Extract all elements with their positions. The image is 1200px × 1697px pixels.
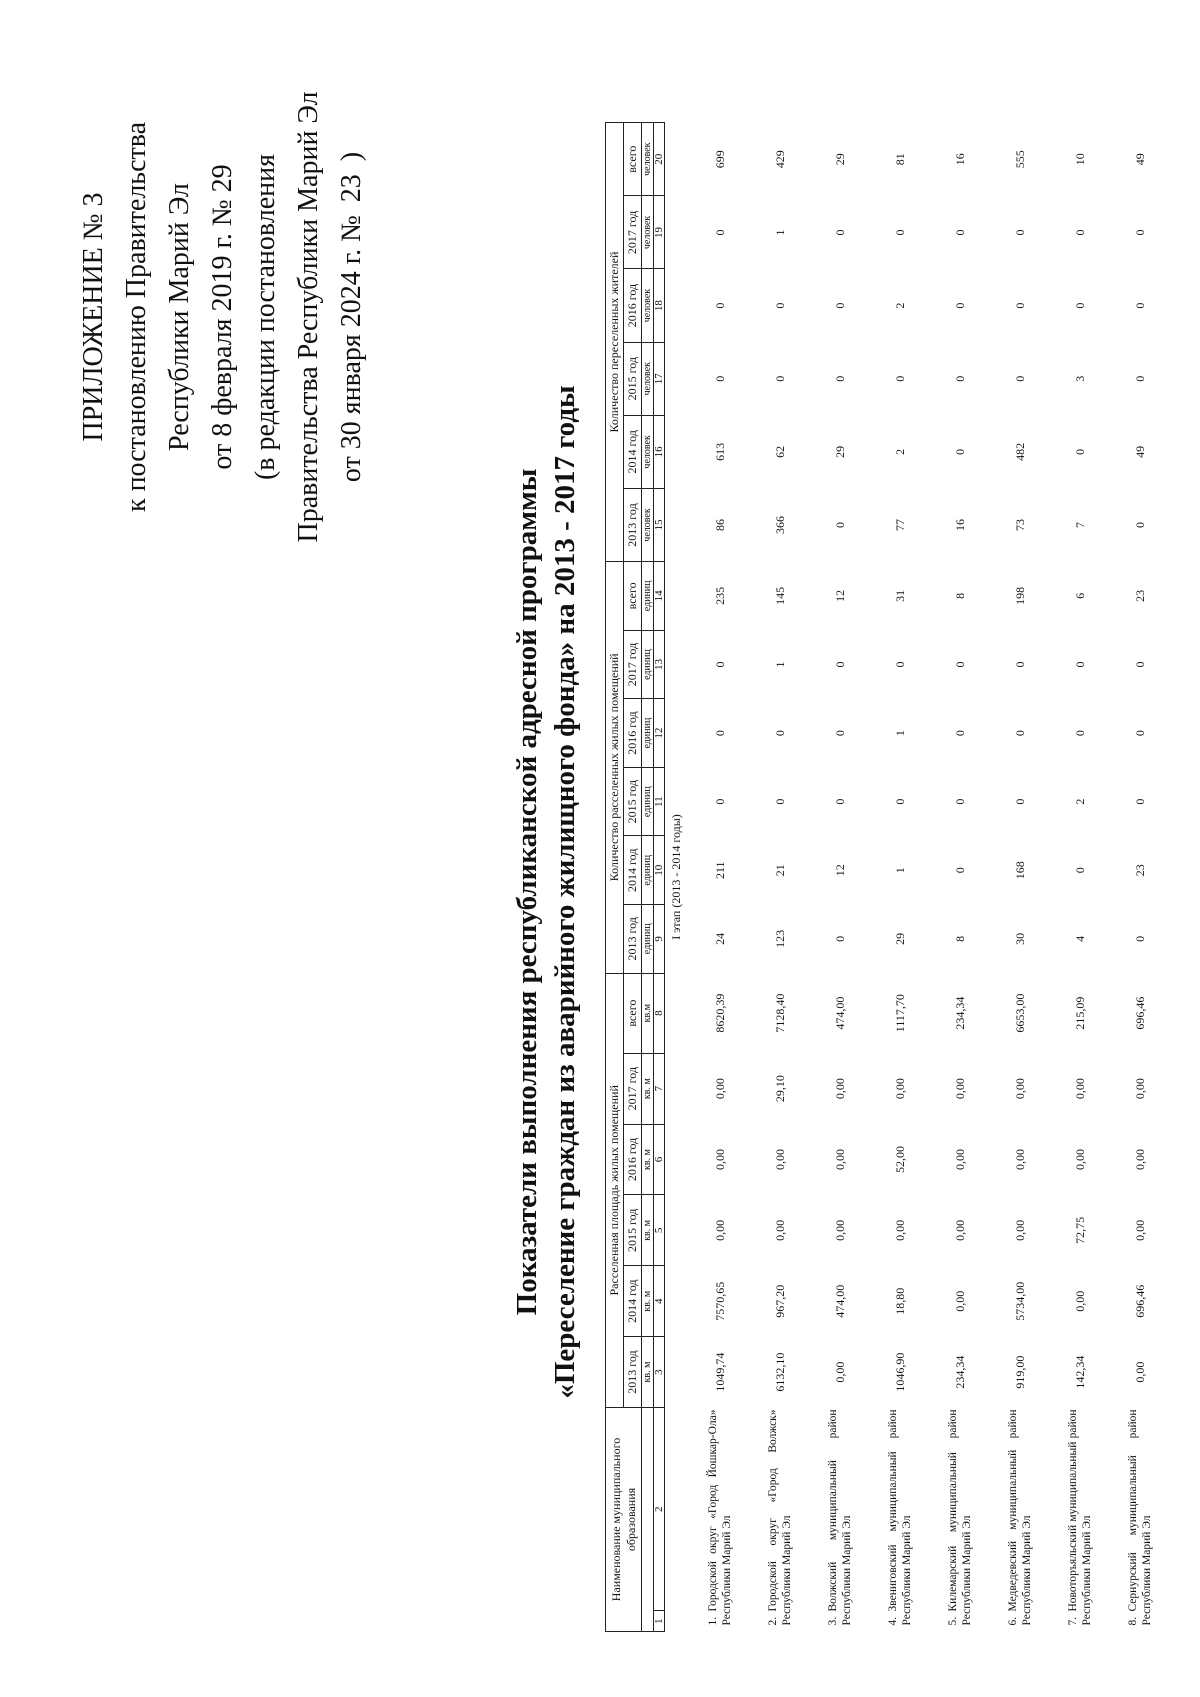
- column-number: 9: [654, 905, 665, 974]
- municipality-name: Медведевский муниципальный район Республики Марий Эл: [1007, 1409, 1033, 1626]
- header-unit-area: кв. м: [642, 1195, 654, 1266]
- value-cell: 62: [772, 445, 787, 458]
- appendix-line: к постановлению Правительства: [121, 121, 152, 513]
- header-unit-area: кв. м: [642, 1053, 654, 1124]
- value-cell: 0: [712, 661, 727, 668]
- header-unit-area: кв. м: [642, 1124, 654, 1195]
- appendix-close: ): [336, 151, 367, 162]
- value-cell: 0: [1012, 375, 1027, 382]
- header-year-units: 2016 год: [624, 699, 642, 768]
- header-year-units: всего: [624, 562, 642, 631]
- value-cell: 7128,40: [772, 993, 787, 1033]
- header-unit-people: человек: [642, 415, 654, 488]
- value-cell: 0: [1132, 375, 1147, 382]
- appendix-title: ПРИЛОЖЕНИЕ № 3: [78, 192, 109, 442]
- municipality-name-cell: [990, 1407, 1050, 1631]
- column-number: 13: [654, 630, 665, 699]
- value-cell: 0,00: [1012, 1078, 1027, 1100]
- value-cell: 0,00: [1012, 1219, 1027, 1241]
- table-row: [1050, 123, 1110, 1632]
- value-cell: 0: [772, 302, 787, 309]
- value-cell: 0,00: [952, 1148, 967, 1170]
- value-cell: 0,00: [1132, 1361, 1147, 1383]
- value-cell: 23: [1132, 864, 1147, 877]
- value-cell: 967,20: [772, 1284, 787, 1318]
- value-cell: 0: [772, 375, 787, 382]
- value-cell: 0: [952, 661, 967, 668]
- column-number: 15: [654, 488, 665, 561]
- municipality-name-cell: [810, 1407, 870, 1631]
- value-cell: 696,46: [1132, 1284, 1147, 1318]
- municipality-name-cell: [870, 1407, 930, 1631]
- row-index: 5.: [947, 1616, 959, 1626]
- table-row: [690, 123, 750, 1632]
- value-cell: 696,46: [1132, 996, 1147, 1030]
- value-cell: 5734,00: [1012, 1281, 1027, 1321]
- value-cell: 0: [952, 375, 967, 382]
- table-row: [930, 123, 990, 1632]
- value-cell: 0: [712, 375, 727, 382]
- municipality-name-cell: [750, 1407, 810, 1631]
- value-cell: 0: [892, 229, 907, 236]
- row-index: 8.: [1127, 1616, 1139, 1626]
- value-cell: 24: [712, 932, 727, 945]
- value-cell: 12: [832, 589, 847, 602]
- value-cell: 0: [1072, 661, 1087, 668]
- title-line-2: «Переселение граждан из аварийного жилищного фонда» на 2013 - 2017 годы: [549, 385, 581, 1399]
- header-units-group: Количество расселенных жилых помещений: [606, 562, 624, 974]
- value-cell: 0: [832, 798, 847, 805]
- value-cell: 73: [1012, 519, 1027, 531]
- value-cell: 12: [832, 864, 847, 877]
- value-cell: 0: [832, 935, 847, 942]
- appendix-date-line: [330, 82, 373, 552]
- header-unit-units: единиц: [642, 905, 654, 974]
- column-number: 1: [654, 1611, 665, 1632]
- value-cell: 429: [772, 150, 787, 169]
- column-number: 4: [654, 1266, 665, 1337]
- value-cell: 1: [892, 867, 907, 874]
- header-year-area: 2016 год: [624, 1124, 642, 1195]
- value-cell: 0: [832, 661, 847, 668]
- indicators-table: [605, 122, 1170, 1632]
- value-cell: 613: [712, 442, 727, 461]
- value-cell: 0,00: [1072, 1078, 1087, 1100]
- value-cell: 0,00: [952, 1290, 967, 1312]
- value-cell: 6653,00: [1012, 993, 1027, 1033]
- header-unit-people: человек: [642, 488, 654, 561]
- municipality-name: Новоторъяльский муниципальный район Республики Марий Эл: [1067, 1409, 1093, 1626]
- column-number: 7: [654, 1053, 665, 1124]
- row-index: 1.: [707, 1616, 719, 1626]
- value-cell: 215,09: [1072, 996, 1087, 1030]
- value-cell: 0: [832, 522, 847, 528]
- value-cell: 8: [952, 592, 967, 599]
- header-years-row: [624, 123, 642, 1632]
- value-cell: 0,00: [1132, 1219, 1147, 1241]
- value-cell: 0: [1132, 302, 1147, 309]
- header-year-people: 2017 год: [624, 196, 642, 269]
- value-cell: 30: [1012, 932, 1027, 945]
- value-cell: 1046,90: [892, 1352, 907, 1392]
- value-cell: 555: [1012, 150, 1027, 169]
- municipality-name: Сернурский муниципальный район Республики Марий Эл: [1127, 1409, 1153, 1626]
- table-row: [750, 123, 810, 1632]
- column-number: 8: [654, 973, 665, 1053]
- value-cell: 0: [952, 798, 967, 805]
- row-index: 2.: [767, 1616, 779, 1626]
- value-cell: 0,00: [952, 1078, 967, 1100]
- value-cell: 0,00: [772, 1219, 787, 1241]
- municipality-name-cell: [1050, 1407, 1110, 1631]
- value-cell: 29,10: [772, 1075, 787, 1103]
- indicators-table-wrap: [605, 122, 1170, 1632]
- row-index: 7.: [1067, 1616, 1079, 1626]
- column-number: 19: [654, 196, 665, 269]
- header-units-row: [642, 123, 654, 1632]
- value-cell: 81: [892, 153, 907, 166]
- appendix-day: 30: [336, 421, 367, 450]
- row-index: 6.: [1007, 1616, 1019, 1626]
- value-cell: 366: [772, 516, 787, 534]
- value-cell: 52,00: [892, 1145, 907, 1173]
- value-cell: 0: [772, 798, 787, 805]
- value-cell: 0,00: [1072, 1148, 1087, 1170]
- appendix-line: Республики Марий Эл: [164, 183, 195, 451]
- value-cell: 211: [712, 861, 727, 880]
- value-cell: 7: [1072, 522, 1087, 528]
- value-cell: 10: [1072, 153, 1087, 166]
- header-year-people: всего: [624, 123, 642, 196]
- value-cell: 86: [712, 519, 727, 531]
- value-cell: 29: [832, 445, 847, 458]
- value-cell: 0: [1012, 661, 1027, 668]
- column-number: 5: [654, 1195, 665, 1266]
- value-cell: 0: [892, 798, 907, 805]
- appendix-block: [72, 82, 373, 552]
- value-cell: 0: [952, 229, 967, 236]
- table-row: [810, 123, 870, 1632]
- header-year-units: 2017 год: [624, 630, 642, 699]
- value-cell: 29: [892, 932, 907, 945]
- header-year-units: 2013 год: [624, 905, 642, 974]
- value-cell: 77: [892, 519, 907, 531]
- table-row: [1110, 123, 1170, 1632]
- value-cell: 1: [892, 730, 907, 737]
- value-cell: 0: [1132, 522, 1147, 528]
- value-cell: 235: [712, 586, 727, 605]
- value-cell: 49: [1132, 445, 1147, 458]
- column-number: 20: [654, 123, 665, 196]
- header-year-area: всего: [624, 973, 642, 1053]
- column-number: 16: [654, 415, 665, 488]
- header-unit-area: кв.м: [642, 973, 654, 1053]
- appendix-number: 23: [336, 174, 367, 203]
- appendix-month-year: января 2024 г. №: [336, 215, 367, 415]
- header-year-units: 2015 год: [624, 767, 642, 836]
- value-cell: 0,00: [772, 1148, 787, 1170]
- appendix-line: (в редакции постановления: [250, 153, 281, 481]
- header-year-people: 2014 год: [624, 415, 642, 488]
- value-cell: 919,00: [1012, 1355, 1027, 1389]
- header-unit-units: единиц: [642, 836, 654, 905]
- value-cell: 0: [1012, 302, 1027, 309]
- value-cell: 7570,65: [712, 1281, 727, 1321]
- value-cell: 0,00: [712, 1078, 727, 1100]
- value-cell: 123: [772, 929, 787, 948]
- value-cell: 0: [952, 448, 967, 455]
- header-year-area: 2013 год: [624, 1337, 642, 1408]
- value-cell: 72,75: [1072, 1216, 1087, 1244]
- appendix-line: от 8 февраля 2019 г. № 29: [207, 164, 238, 470]
- value-cell: 234,34: [952, 1355, 967, 1389]
- value-cell: 198: [1012, 586, 1027, 605]
- value-cell: 0,00: [1072, 1290, 1087, 1312]
- value-cell: 0,00: [952, 1219, 967, 1241]
- table-row: [990, 123, 1050, 1632]
- header-year-units: 2014 год: [624, 836, 642, 905]
- value-cell: 0: [1132, 730, 1147, 737]
- value-cell: 1117,70: [892, 994, 907, 1033]
- appendix-from: от: [336, 456, 367, 483]
- value-cell: 1049,74: [712, 1352, 727, 1392]
- value-cell: 29: [832, 153, 847, 166]
- column-number: 17: [654, 342, 665, 415]
- value-cell: 2: [892, 448, 907, 455]
- header-unit-units: единиц: [642, 767, 654, 836]
- value-cell: 0,00: [892, 1078, 907, 1100]
- municipality-name: Волжский муниципальный район Республики Марий Эл: [827, 1409, 853, 1626]
- value-cell: 168: [1012, 861, 1027, 880]
- value-cell: 0: [952, 302, 967, 309]
- value-cell: 16: [952, 519, 967, 531]
- value-cell: 0,00: [892, 1219, 907, 1241]
- value-cell: 0: [1072, 302, 1087, 309]
- value-cell: 0: [1012, 229, 1027, 236]
- value-cell: 8620,39: [712, 993, 727, 1033]
- header-unit-area: кв. м: [642, 1337, 654, 1408]
- column-number: 6: [654, 1124, 665, 1195]
- value-cell: 1: [772, 229, 787, 236]
- value-cell: 0: [892, 661, 907, 668]
- header-unit-units: единиц: [642, 562, 654, 631]
- municipality-name: Городской округ «Город Волжск» Республики Марий Эл: [767, 1409, 793, 1626]
- value-cell: 0: [832, 375, 847, 382]
- value-cell: 482: [1012, 442, 1027, 461]
- value-cell: 0: [1012, 798, 1027, 805]
- value-cell: 16: [952, 153, 967, 166]
- table-body: [690, 123, 1170, 1632]
- header-unit-area: кв. м: [642, 1266, 654, 1337]
- header-column-numbers: [654, 123, 665, 1632]
- value-cell: 2: [892, 302, 907, 309]
- value-cell: 0,00: [832, 1219, 847, 1241]
- municipality-name: Звениговский муниципальный район Республики Марий Эл: [887, 1409, 913, 1626]
- table-header: [606, 123, 665, 1632]
- value-cell: 0: [772, 730, 787, 737]
- header-people-group: Количество переселенных жителей: [606, 123, 624, 562]
- municipality-name-cell: [690, 1407, 750, 1631]
- value-cell: 18,80: [892, 1287, 907, 1315]
- municipality-name: Городской округ «Город Йошкар-Ола» Республики Марий Эл: [707, 1409, 733, 1626]
- value-cell: 0,00: [832, 1078, 847, 1100]
- header-year-people: 2013 год: [624, 488, 642, 561]
- value-cell: 145: [772, 586, 787, 605]
- row-index: 4.: [887, 1616, 899, 1626]
- document-page: [30, 72, 1153, 1672]
- header-year-people: 2016 год: [624, 269, 642, 342]
- header-area-group: Расселенная площадь жилых помещений: [606, 973, 624, 1407]
- value-cell: 0: [1132, 798, 1147, 805]
- value-cell: 6: [1072, 592, 1087, 599]
- value-cell: 0: [952, 867, 967, 874]
- column-number: 14: [654, 562, 665, 631]
- stage-label: I этап (2013 - 2014 годы): [669, 814, 683, 940]
- value-cell: 0: [1132, 229, 1147, 236]
- column-number: 18: [654, 269, 665, 342]
- municipality-name: Килемарский муниципальный район Республики Марий Эл: [947, 1409, 973, 1626]
- header-unit-people: человек: [642, 342, 654, 415]
- document-title: [508, 272, 584, 1512]
- value-cell: 0,00: [832, 1361, 847, 1383]
- value-cell: 0: [952, 730, 967, 737]
- value-cell: 699: [712, 150, 727, 169]
- column-number: 3: [654, 1337, 665, 1408]
- municipality-name-cell: [1110, 1407, 1170, 1631]
- value-cell: 234,34: [952, 996, 967, 1030]
- value-cell: 0: [1132, 661, 1147, 668]
- value-cell: 31: [892, 589, 907, 602]
- value-cell: 0: [1132, 935, 1147, 942]
- value-cell: 8: [952, 935, 967, 942]
- header-year-area: 2014 год: [624, 1266, 642, 1337]
- value-cell: 0: [712, 730, 727, 737]
- column-number: 10: [654, 836, 665, 905]
- value-cell: 6132,10: [772, 1352, 787, 1392]
- title-line-1: Показатели выполнения республиканской адресной программы: [511, 468, 543, 1316]
- header-year-people: 2015 год: [624, 342, 642, 415]
- value-cell: 0: [712, 229, 727, 236]
- value-cell: 0,00: [1132, 1078, 1147, 1100]
- value-cell: 0,00: [712, 1148, 727, 1170]
- value-cell: 0: [832, 730, 847, 737]
- header-year-area: 2017 год: [624, 1053, 642, 1124]
- header-unit-people: человек: [642, 196, 654, 269]
- value-cell: 0: [832, 229, 847, 236]
- header-unit-people: человек: [642, 123, 654, 196]
- value-cell: 0,00: [1132, 1148, 1147, 1170]
- column-number: 12: [654, 699, 665, 768]
- value-cell: 49: [1132, 153, 1147, 166]
- value-cell: 142,34: [1072, 1355, 1087, 1389]
- value-cell: 0: [712, 302, 727, 309]
- header-unit-units: единиц: [642, 630, 654, 699]
- header-units-spacer: [642, 1407, 654, 1631]
- value-cell: 0: [1072, 448, 1087, 455]
- table-row: [870, 123, 930, 1632]
- value-cell: 4: [1072, 935, 1087, 942]
- header-unit-people: человек: [642, 269, 654, 342]
- value-cell: 21: [772, 864, 787, 877]
- municipality-name-cell: [930, 1407, 990, 1631]
- value-cell: 474,00: [832, 996, 847, 1030]
- value-cell: 0: [712, 798, 727, 805]
- header-municipality: Наименование муниципального образования: [606, 1407, 642, 1631]
- header-unit-units: единиц: [642, 699, 654, 768]
- value-cell: 0: [892, 375, 907, 382]
- value-cell: 0: [1072, 229, 1087, 236]
- value-cell: 0,00: [1012, 1148, 1027, 1170]
- value-cell: 0: [1072, 867, 1087, 874]
- column-number: 11: [654, 767, 665, 836]
- header-year-area: 2015 год: [624, 1195, 642, 1266]
- value-cell: 0: [832, 302, 847, 309]
- value-cell: 2: [1072, 798, 1087, 805]
- row-index: 3.: [827, 1616, 839, 1626]
- value-cell: 0: [1072, 730, 1087, 737]
- value-cell: 474,00: [832, 1284, 847, 1318]
- value-cell: 3: [1072, 375, 1087, 382]
- appendix-line: Правительства Республики Марий Эл: [293, 91, 324, 543]
- column-number: 2: [654, 1407, 665, 1610]
- value-cell: 0,00: [712, 1219, 727, 1241]
- value-cell: 1: [772, 661, 787, 668]
- value-cell: 23: [1132, 589, 1147, 602]
- value-cell: 0: [1012, 730, 1027, 737]
- value-cell: 0,00: [832, 1148, 847, 1170]
